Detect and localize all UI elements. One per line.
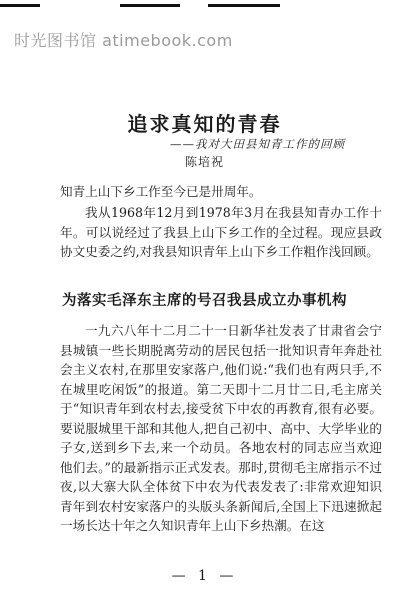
body-paragraph: 一九六八年十二月二十一日新华社发表了甘肃省会宁县城镇一些长期脱离劳动的居民包括一批知识青年奔赴社会主义农村,在那里安家落户,他们说:“我们也有两只手,不在城里吃闲饭”的报道。第二天即十二月廿二日,毛主席关于“知识青年到农村去,接受贫下中农的再教育,很有必要。要说服城里干部和其他人,把自己初中、高中、大学毕业的子女,送到乡下去,来一个动员。各地农村的同志应当欢迎他们去。”的最新指示正式发表。那时,贯彻毛主席指示不过夜,以大寨大队全体贫下中农为代表发表了:非常欢迎知识青年到农村安家落户的头版头条新闻后,全国上下迅速掀起一场长达十年之久知识青年上山下乡热潮。在这 [60, 323, 382, 533]
section-heading: 为落实毛泽东主席的号召我县成立办事机构 [62, 293, 347, 309]
watermark: 时光图书馆 atimebook.com [14, 31, 233, 50]
article-title: 追求真知的青春 [127, 112, 282, 136]
page-number: — 1 — [171, 568, 238, 584]
top-border-rule [0, 4, 40, 7]
body-paragraph: 我从1968年12月到1978年3月在我县知青办工作十年。可以说经过了我县上山下乡工作的全过程。现应县政协文史委之约,对我县知识青年上山下乡工作粗作浅回顾。 [60, 205, 382, 259]
top-border-rule [120, 4, 180, 7]
top-border-rule [208, 4, 280, 7]
article-subtitle: ——我对大田县知青工作的回顾 [170, 137, 345, 151]
body-paragraph: 知青上山下乡工作至今已是卅周年。 [60, 184, 262, 199]
article-author: 陈培祝 [184, 155, 224, 169]
